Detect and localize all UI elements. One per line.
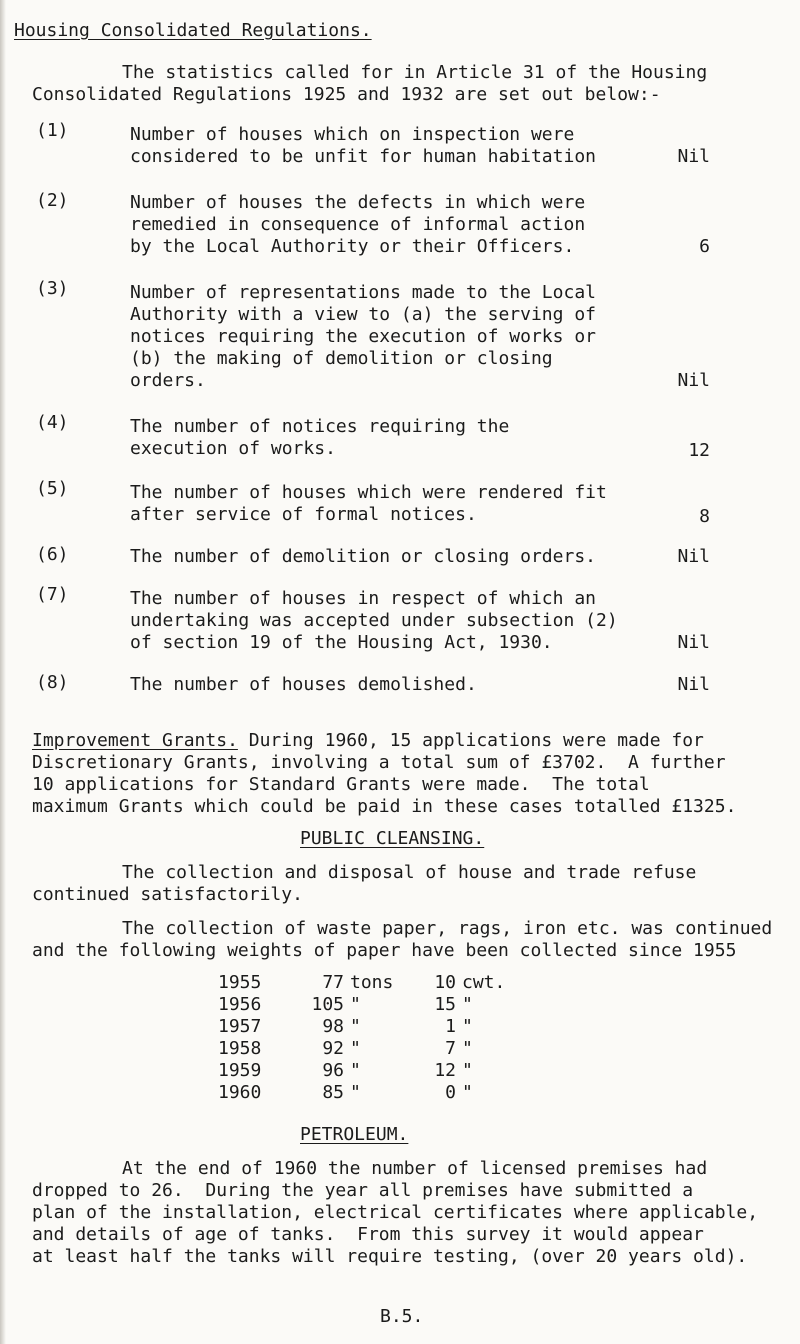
item-number: (4) [36,412,69,433]
item-1-line-1: Number of houses which on inspection were [130,124,575,145]
cleansing-para1-line-1: The collection and disposal of house and trade refuse [122,862,697,883]
improvement-paragraph-line-1 [32,730,704,752]
weights-cwt: 12 [434,1060,456,1081]
improvement-line-1-text: During 1960, 15 applications were made for [237,730,704,751]
weights-cwt: 0 [445,1082,456,1103]
improvement-line-4: maximum Grants which could be paid in these cases totalled £1325. [32,796,737,817]
item-3-line-2: Authority with a view to (a) the serving of [130,304,596,325]
weights-tons: 105 [311,994,344,1015]
petroleum-line-1: At the end of 1960 the number of licensed premises had [122,1158,708,1179]
weights-cwt: 10 [434,972,456,993]
item-8-line-1: The number of houses demolished. [130,674,477,695]
weights-tons: 92 [322,1038,344,1059]
item-7-line-1: The number of houses in respect of which an [130,588,596,609]
weights-tons-unit: " [350,1038,361,1059]
weights-cwt-unit: " [462,1038,473,1059]
weights-cwt-unit: cwt. [462,972,506,993]
weights-row [218,1082,522,1104]
item-3-line-5: orders. [130,370,206,391]
item-2-value: 6 [699,236,710,257]
item-1-value: Nil [677,146,710,167]
intro-line-2: Consolidated Regulations 1925 and 1932 are set out below:- [32,84,661,105]
item-number: (8) [36,672,69,693]
item-3-line-3: notices requiring the execution of works or [130,326,596,347]
improvement-grants-title: Improvement Grants. [32,730,238,751]
item-1-line-2: considered to be unfit for human habitation [130,146,596,167]
petroleum-line-4: and details of age of tanks. From this survey it would appear [32,1224,704,1245]
weights-row [218,994,522,1016]
item-4-line-1: The number of notices requiring the [130,416,510,437]
item-5-value: 8 [699,506,710,527]
weights-tons: 98 [322,1016,344,1037]
weights-row [218,972,522,994]
item-6-line-1: The number of demolition or closing orders. [130,546,596,567]
cleansing-para1-line-2: continued satisfactorily. [32,884,303,905]
weights-year: 1955 [218,972,262,993]
weights-year: 1958 [218,1038,262,1059]
weights-tons: 96 [322,1060,344,1081]
petroleum-line-3: plan of the installation, electrical certificates where applicable, [32,1202,759,1223]
item-4-line-2: execution of works. [130,438,336,459]
weights-tons-unit: tons [350,972,394,993]
item-7-line-3: of section 19 of the Housing Act, 1930. [130,632,553,653]
weights-cwt: 15 [434,994,456,1015]
item-number: (1) [36,120,69,141]
item-2-line-2: remedied in consequence of informal action [130,214,586,235]
weights-tons-unit: " [350,1016,361,1037]
weights-tons-unit: " [350,994,361,1015]
item-number: (3) [36,278,69,299]
cleansing-para2-line-1: The collection of waste paper, rags, iron etc. was continued [122,918,773,939]
page-number: B.5. [380,1306,424,1327]
weights-row [218,1016,522,1038]
weights-row [218,1060,522,1082]
cleansing-para2-line-2: and the following weights of paper have been collected since 1955 [32,940,737,961]
item-7-line-2: undertaking was accepted under subsection (2) [130,610,618,631]
weights-cwt-unit: " [462,1060,473,1081]
page-heading: Housing Consolidated Regulations. [14,20,372,41]
weights-cwt-unit: " [462,1016,473,1037]
weights-row [218,1038,522,1060]
petroleum-line-2: dropped to 26. During the year all premises have submitted a [32,1180,694,1201]
item-3-value: Nil [677,370,710,391]
weights-year: 1956 [218,994,262,1015]
item-number: (2) [36,190,69,211]
item-2-line-1: Number of houses the defects in which were [130,192,586,213]
page-edge-shadow [0,0,6,1344]
petroleum-title: PETROLEUM. [300,1124,409,1145]
petroleum-line-5: at least half the tanks will require testing, (over 20 years old). [32,1246,748,1267]
item-6-value: Nil [677,546,710,567]
paper-weights-table [218,972,522,1104]
public-cleansing-title: PUBLIC CLEANSING. [300,828,485,849]
item-5-line-2: after service of formal notices. [130,504,477,525]
item-2-line-3: by the Local Authority or their Officers. [130,236,575,257]
improvement-line-3: 10 applications for Standard Grants were made. The total [32,774,650,795]
weights-tons-unit: " [350,1082,361,1103]
item-number: (5) [36,478,69,499]
weights-cwt: 7 [445,1038,456,1059]
weights-tons: 85 [322,1082,344,1103]
weights-cwt-unit: " [462,994,473,1015]
item-5-line-1: The number of houses which were rendered fit [130,482,607,503]
intro-line-1: The statistics called for in Article 31 of the Housing [122,62,708,83]
weights-tons-unit: " [350,1060,361,1081]
weights-tons: 77 [322,972,344,993]
weights-year: 1959 [218,1060,262,1081]
item-3-line-4: (b) the making of demolition or closing [130,348,553,369]
item-number: (7) [36,584,69,605]
item-number: (6) [36,544,69,565]
weights-year: 1960 [218,1082,262,1103]
item-3-line-1: Number of representations made to the Local [130,282,596,303]
item-8-value: Nil [677,674,710,695]
item-7-value: Nil [677,632,710,653]
item-4-value: 12 [688,440,710,461]
weights-year: 1957 [218,1016,262,1037]
weights-cwt: 1 [445,1016,456,1037]
improvement-line-2: Discretionary Grants, involving a total sum of £3702. A further [32,752,726,773]
weights-cwt-unit: " [462,1082,473,1103]
